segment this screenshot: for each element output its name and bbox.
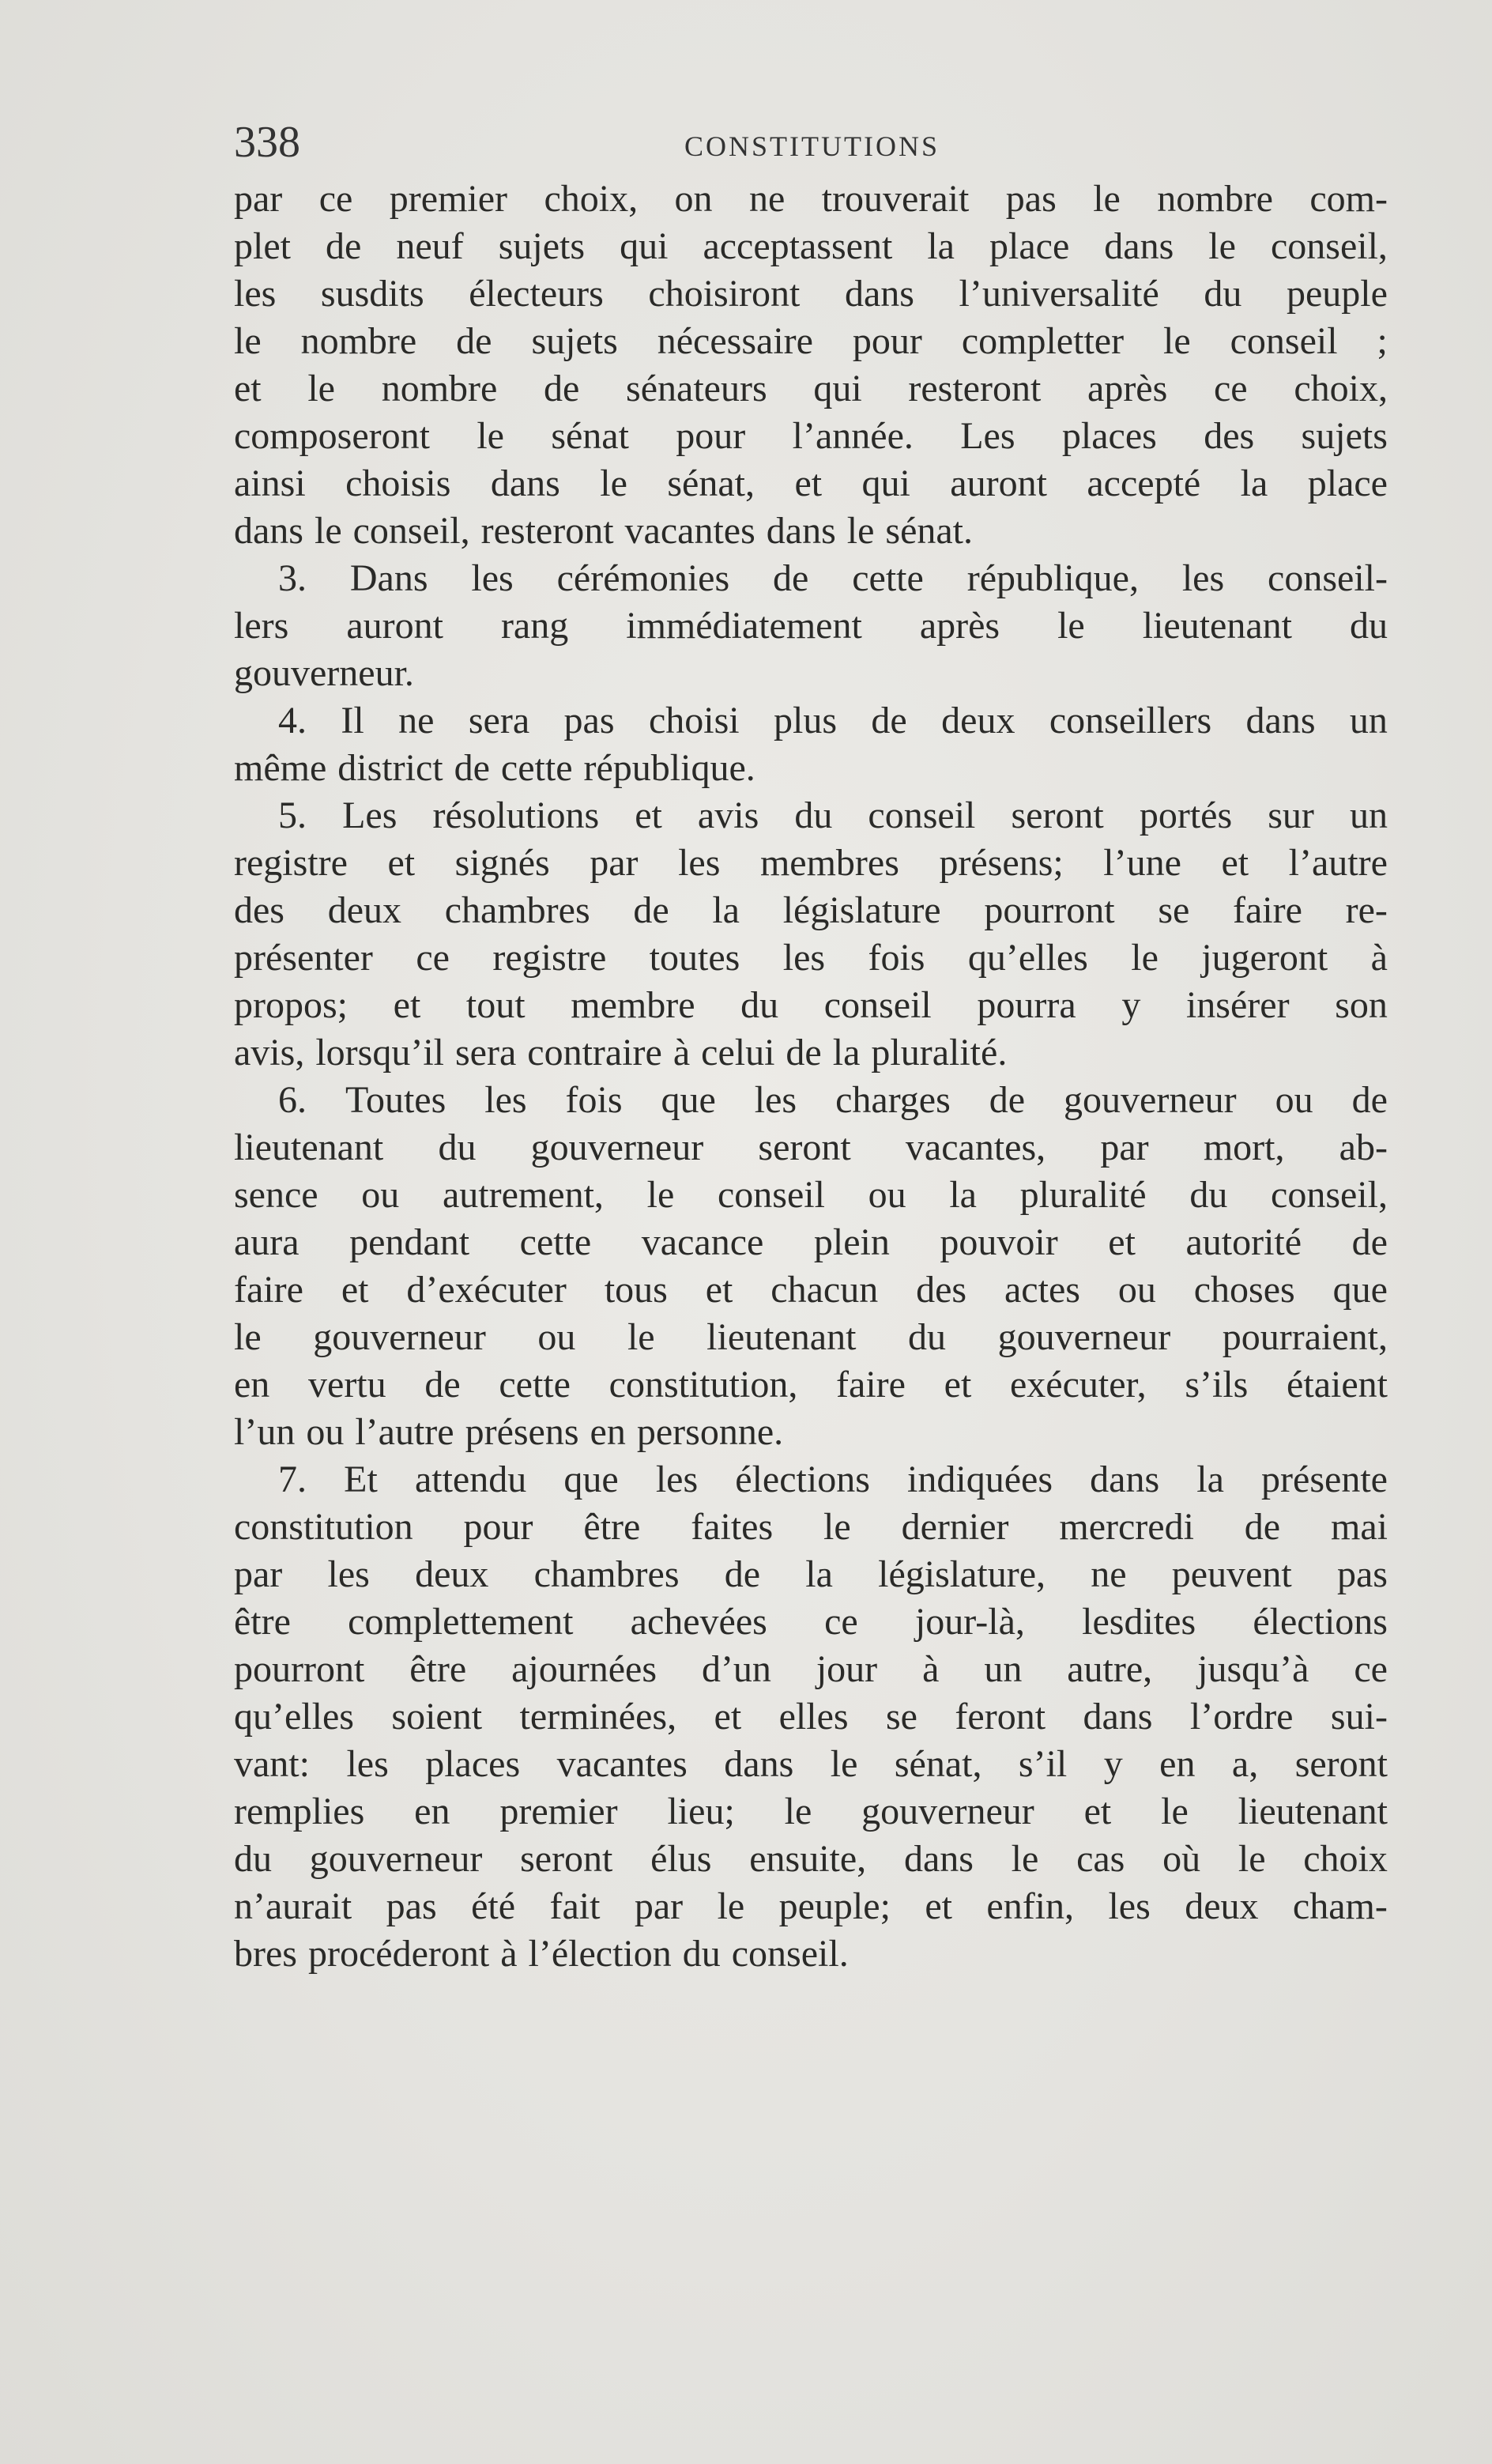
text-line: gouverneur. [234, 652, 414, 694]
text-line: qu’elles soient terminées, et elles se feront dans l’ordre sui- [234, 1696, 1388, 1738]
text-line: lieutenant du gouverneur seront vacantes, par mort, ab- [234, 1126, 1388, 1168]
text-line: par les deux chambres de la législature, ne peuvent pas [234, 1553, 1388, 1595]
text-line: et le nombre de sénateurs qui resteront après ce choix, [234, 368, 1388, 409]
text-line: 4. Il ne sera pas choisi plus de deux conseillers dans un [278, 700, 1388, 741]
text-line: propos; et tout membre du conseil pourra y insérer son [234, 984, 1388, 1026]
text-line: du gouverneur seront élus ensuite, dans le cas où le choix [234, 1838, 1388, 1880]
text-line: aura pendant cette vacance plein pouvoir et autorité de [234, 1221, 1388, 1263]
text-line: dans le conseil, resteront vacantes dans le sénat. [234, 510, 974, 552]
text-line: 3. Dans les cérémonies de cette république, les conseil- [278, 557, 1388, 599]
text-line: faire et d’exécuter tous et chacun des actes ou choses que [234, 1269, 1388, 1311]
text-line: 5. Les résolutions et avis du conseil seront portés sur un [278, 794, 1388, 836]
text-line: registre et signés par les membres présens; l’une et l’autre [234, 842, 1388, 884]
text-line: par ce premier choix, on ne trouverait pas le nombre com- [234, 178, 1388, 220]
text-line: lers auront rang immédiatement après le lieutenant du [234, 605, 1388, 647]
text-line: n’aurait pas été fait par le peuple; et enfin, les deux cham- [234, 1885, 1388, 1927]
text-line: être complettement achevées ce jour-là, lesdites élections [234, 1601, 1388, 1643]
text-line: bres procéderont à l’élection du conseil. [234, 1933, 849, 1975]
text-line: composeront le sénat pour l’année. Les places des sujets [234, 415, 1388, 457]
text-line: remplies en premier lieu; le gouverneur et le lieutenant [234, 1790, 1388, 1832]
text-line: 7. Et attendu que les élections indiquées dans la présente [278, 1458, 1388, 1500]
text-line: constitution pour être faites le dernier mercredi de mai [234, 1506, 1388, 1548]
page-number: 338 [234, 118, 300, 167]
text-line: des deux chambres de la législature pourront se faire re- [234, 889, 1388, 931]
text-line: l’un ou l’autre présens en personne. [234, 1411, 784, 1453]
text-line: le gouverneur ou le lieutenant du gouverneur pourraient, [234, 1316, 1388, 1358]
text-line: vant: les places vacantes dans le sénat, s’il y en a, seront [234, 1743, 1388, 1785]
text-line: 6. Toutes les fois que les charges de gouverneur ou de [278, 1079, 1388, 1121]
text-line: ainsi choisis dans le sénat, et qui auront accepté la place [234, 462, 1388, 504]
text-line: avis, lorsqu’il sera contraire à celui de la pluralité. [234, 1032, 1008, 1074]
text-line: le nombre de sujets nécessaire pour completter le conseil ; [234, 320, 1388, 362]
text-line: en vertu de cette constitution, faire et exécuter, s’ils étaient [234, 1364, 1388, 1406]
running-title: CONSTITUTIONS [684, 130, 940, 162]
text-line: les susdits électeurs choisiront dans l’universalité du peuple [234, 273, 1388, 315]
text-line: présenter ce registre toutes les fois qu’elles le jugeront à [234, 937, 1388, 979]
body-text [234, 175, 1388, 1978]
text-line: même district de cette république. [234, 747, 755, 789]
text-line: pourront être ajournées d’un jour à un autre, jusqu’à ce [234, 1648, 1388, 1690]
page-header [234, 117, 1388, 172]
text-line: sence ou autrement, le conseil ou la pluralité du conseil, [234, 1174, 1388, 1216]
text-line: plet de neuf sujets qui acceptassent la place dans le conseil, [234, 225, 1388, 267]
